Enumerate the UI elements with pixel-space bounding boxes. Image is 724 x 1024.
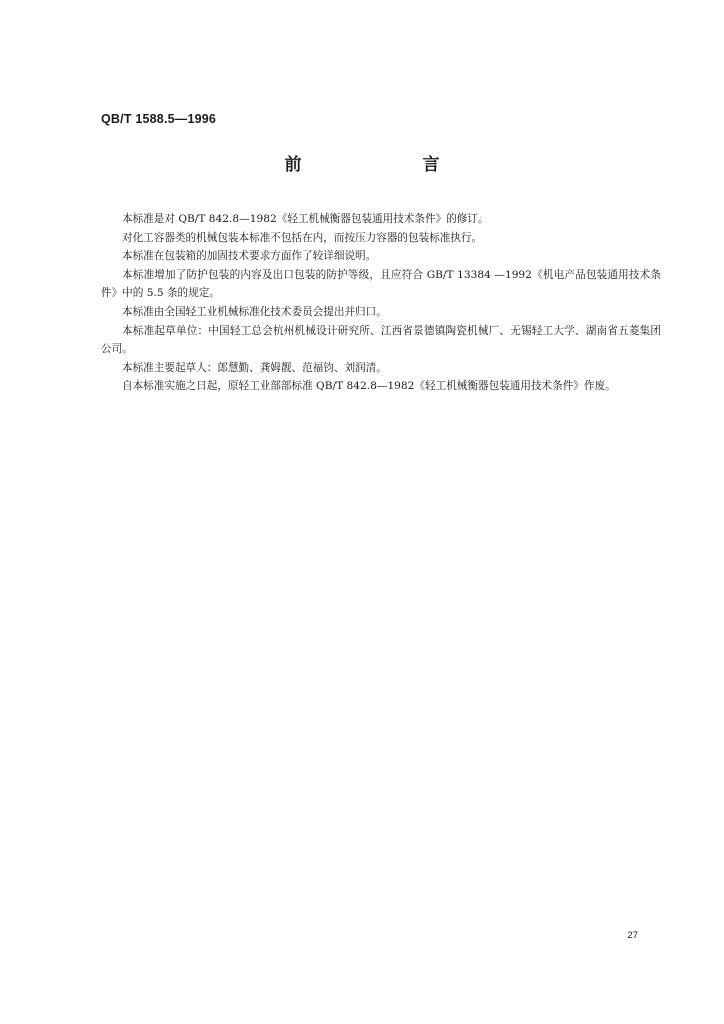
paragraph: 本标准由全国轻工业机械标准化技术委员会提出并归口。 [122,305,387,318]
document-code: QB/T 1588.5—1996 [101,112,217,126]
paragraph: 对化工容器类的机械包装本标准不包括在内，而按压力容器的包装标准执行。 [122,231,483,244]
paragraph: 本标准起草单位：中国轻工总会杭州机械设计研究所、江西省景德镇陶瓷机械厂、无锡轻工大学、湖南省五菱集团公司。 [101,324,661,356]
page-title: 前 言 [284,155,492,175]
paragraph: 本标准在包装箱的加固技术要求方面作了较详细说明。 [122,250,377,263]
foreword-body [101,210,661,396]
paragraph: 本标准是对 QB/T 842.8—1982《轻工机械衡器包装通用技术条件》的修订。 [122,213,489,225]
paragraph: 自本标准实施之日起，原轻工业部部标准 QB/T 842.8—1982《轻工机械衡器包装通用技术条件》作废。 [122,380,616,393]
page-number: 27 [627,930,638,941]
paragraph: 本标准主要起草人：郎慧勤、龚姆靓、范福钧、刘润清。 [122,361,387,374]
paragraph: 本标准增加了防护包装的内容及出口包装的防护等级，且应符合 GB/T 13384 —1992《机电产品包装通用技术条件》中的 5.5 条的规定。 [101,268,661,300]
